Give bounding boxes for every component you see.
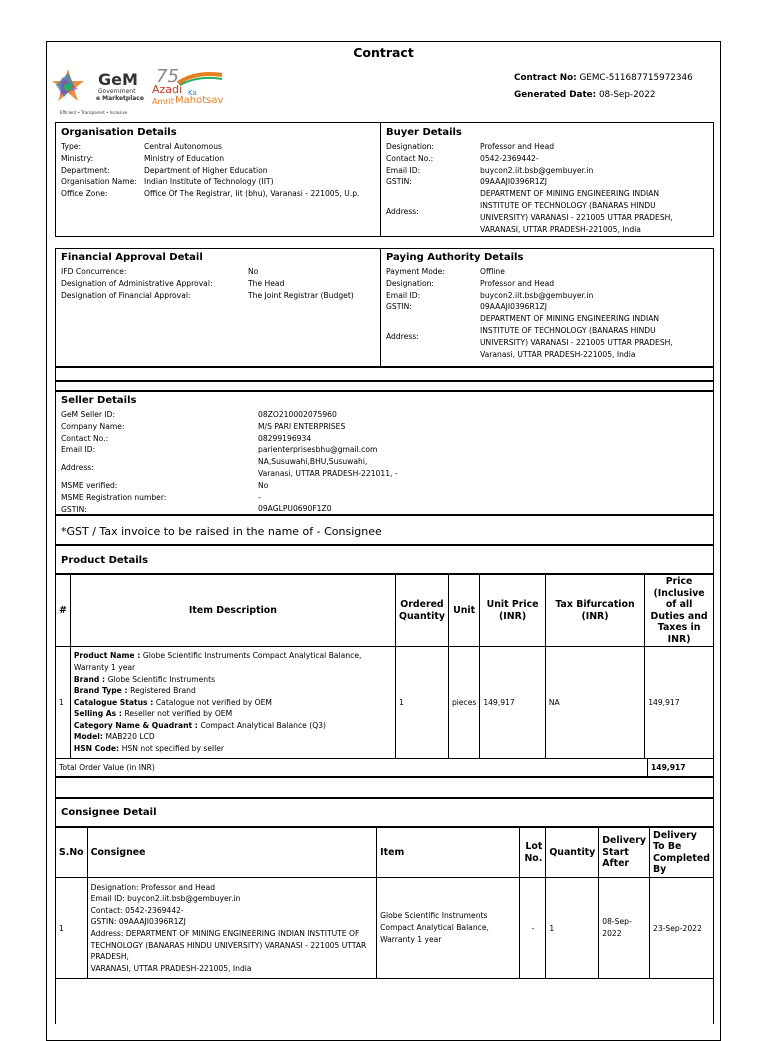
gem-sub2: e Marketplace [96,95,144,102]
seller-values: 08ZO210002075960 M/S PARI ENTERPRISES 08299196934 parienterprisesbhu@gmail.com NA,Susuwahi,BHU,Susuwahi, Varanasi, UTTAR PRADESH-221011, - No - 09AGLPU0690F1Z0 [258,410,398,514]
org-values: Central Autonomous Ministry of Education Department of Higher Education Indian Institute of Technology (IIT) Office Of The Registrar, Iit (bhu), Varanasi - 221005, U.p. [144,142,360,199]
buyer-values: Professor and Head 0542-2369442- buycon2.iit.bsb@gembuyer.in 09AAAJI0396R1ZJ DEPARTMENT OF MINING ENGINEERING INDIAN INSTITUTE OF TECHNOLOGY (BANARAS HINDU UNIVERSITY) VARANASI - 221005 UTTAR PRADESH, VARANASI, UTTAR PRADESH-221005, India [480,142,673,234]
amrit-text: Amrit [152,97,174,106]
gem-sub1: Government [98,88,136,95]
seller-address-label: Address: [61,463,94,472]
org-heading: Organisation Details [61,127,177,138]
col-delivery-end: Delivery To Be Completed By [650,828,714,878]
spacer-box [55,777,714,798]
page-title: Contract [353,45,414,60]
table-row: 1 Designation: Professor and Head Email ID: buycon2.iit.bsb@gembuyer.in Contact: 0542-2369442- GSTIN: 09AAAJI0396R1ZJ Address: DEPARTMENT OF MINING ENGINEERING INDIAN INSTITUTE OF TECHNOLOGY (BANARAS HINDU UNIVERSITY) VARANASI - 221005 UTTAR PRADESH, VARANASI, UTTAR PRADESH-221005, India Globe Scientific Instruments Compact Analytical Balance, Warranty 1 year - 1 08-Sep- 2022 23-Sep-2022 [56,878,714,979]
col-quantity: Quantity [546,828,599,878]
contract-number: Contract No: GEMC-511687715972346 [514,73,693,83]
ka-text: Ka [188,89,197,97]
product-table [55,574,714,759]
col-item-description: Item Description [70,575,395,647]
org-keys: Type: Ministry: Department: Organisation Name: Office Zone: [61,142,137,199]
col-consignee: Consignee [87,828,377,878]
col-delivery-start: Delivery Start After [599,828,650,878]
financial-keys: IFD Concurrence: Designation of Administrative Approval: Designation of Financial Approval: [61,267,213,300]
gem-tagline: Efficient • Transparent • Inclusive [60,110,128,115]
total-value: 149,917 [651,763,686,772]
paying-heading: Paying Authority Details [386,252,524,263]
buyer-heading: Buyer Details [386,127,462,138]
gst-note: *GST / Tax invoice to be raised in the name of - Consignee [61,525,382,538]
gem-wordmark: GeM [98,70,138,89]
spacer-box [55,367,714,381]
col-ordered-quantity: Ordered Quantity [396,575,449,647]
paying-keys: Payment Mode: Designation: Email ID: GSTIN: [386,267,445,312]
table-row: 1 Product Name : Globe Scientific Instruments Compact Analytical Balance, Warranty 1 year Brand : Globe Scientific Instruments Brand Type : Registered Brand Catalogue Status : Catalogue not verified by OEM Selling As : Reseller not verified by OEM Category Name & Quadrant : Compact Analytical Balance (Q3) Model: MAB220 LCD HSN Code: HSN not specified by seller 1 pieces 149,917 NA 149,917 [56,647,714,759]
product-heading: Product Details [61,555,149,566]
col-unit-price: Unit Price (INR) [480,575,545,647]
col-unit: Unit [448,575,479,647]
item-description-cell: Product Name : Globe Scientific Instruments Compact Analytical Balance, Warranty 1 year Brand : Globe Scientific Instruments Brand Type : Registered Brand Catalogue Status : Catalogue not verified by OEM Selling As : Reseller not verified by OEM Category Name & Quadrant : Compact Analytical Balance (Q3) Model: MAB220 LCD HSN Code: HSN not specified by seller [70,647,395,759]
total-label: Total Order Value (in INR) [59,763,155,772]
consignee-heading: Consignee Detail [61,807,157,818]
product-heading-box [55,545,714,574]
consignee-header-row [56,828,714,878]
col-sno: S.No [56,828,88,878]
financial-values: No The Head The Joint Registrar (Budget) [248,267,354,300]
col-item: Item [377,828,520,878]
paying-address-label: Address: [386,332,419,341]
product-header-row [56,575,714,647]
col-price-total: Price (Inclusive of all Duties and Taxes in INR) [645,575,714,647]
col-num: # [56,575,71,647]
consignee-table [55,827,714,979]
financial-heading: Financial Approval Detail [61,252,203,263]
consignee-cell: Designation: Professor and Head Email ID: buycon2.iit.bsb@gembuyer.in Contact: 0542-2369442- GSTIN: 09AAAJI0396R1ZJ Address: DEPARTMENT OF MINING ENGINEERING INDIAN INSTITUTE OF TECHNOLOGY (BANARAS HINDU UNIVERSITY) VARANASI - 221005 UTTAR PRADESH, VARANASI, UTTAR PRADESH-221005, India [87,878,377,979]
col-lot-no: Lot No. [520,828,546,878]
seller-heading: Seller Details [61,395,137,406]
azadi-text: Azadi [152,83,183,96]
spacer-box [55,381,714,391]
flag-swoosh-icon [176,71,224,85]
seller-keys-2: MSME verified: MSME Registration number: GSTIN: [61,481,167,514]
azadi-75: 75 [156,66,179,87]
buyer-keys: Designation: Contact No.: Email ID: GSTIN: [386,142,434,187]
generated-date: Generated Date: 08-Sep-2022 [514,90,656,100]
gem-logo [52,67,224,119]
paying-values: Offline Professor and Head buycon2.iit.bsb@gembuyer.in 09AAAJI0396R1ZJ DEPARTMENT OF MINING ENGINEERING INDIAN INSTITUTE OF TECHNOLOGY (BANARAS HINDU UNIVERSITY) VARANASI - 221005 UTTAR PRADESH, Varanasi, UTTAR PRADESH-221005, India [480,267,673,359]
buyer-address-label: Address: [386,207,419,216]
mahotsav-text: Mahotsav [175,95,224,106]
col-tax-bifurcation: Tax Bifurcation (INR) [545,575,644,647]
consignee-item-cell: Globe Scientific Instruments Compact Analytical Balance, Warranty 1 year [377,878,520,979]
seller-keys: GeM Seller ID: Company Name: Contact No.: Email ID: [61,410,125,455]
